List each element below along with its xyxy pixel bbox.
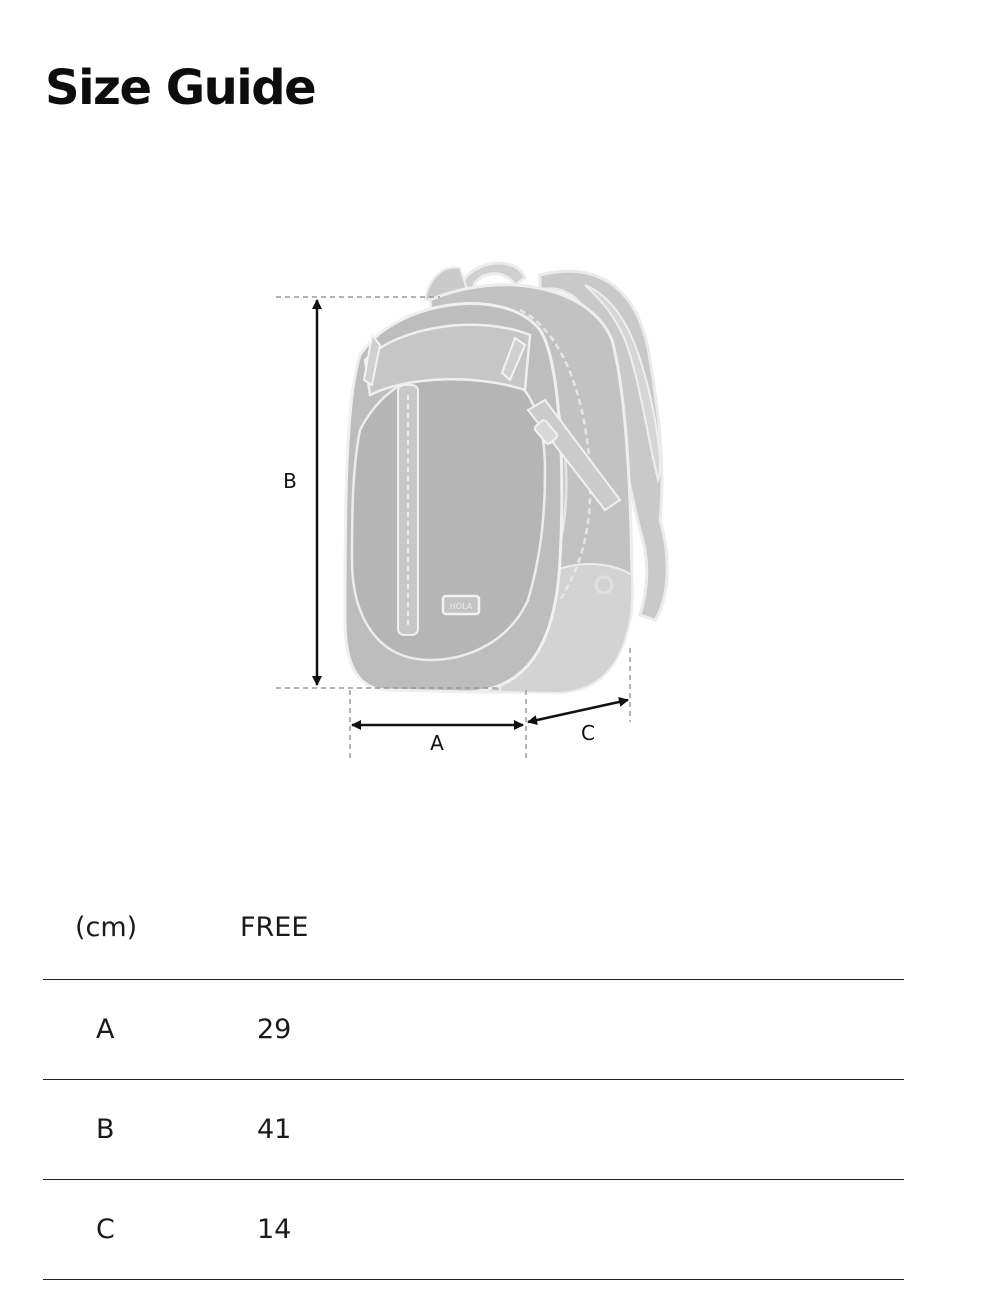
backpack-illustration	[345, 263, 667, 693]
unit-header: (cm)	[75, 911, 138, 943]
dimension-label-b: B	[283, 469, 297, 493]
dimension-label-c: C	[581, 721, 595, 745]
table-row	[43, 1180, 904, 1280]
brand-patch-text: HOLA	[449, 602, 473, 611]
page-title: Size Guide	[45, 60, 316, 116]
row-label: C	[96, 1214, 115, 1245]
table-row	[43, 980, 904, 1080]
table-row	[43, 1080, 904, 1180]
row-value: 41	[257, 1114, 292, 1145]
dimension-label-a: A	[430, 731, 444, 755]
arrow-c	[528, 700, 628, 722]
size-column-header: FREE	[240, 911, 309, 943]
table-header-row	[43, 875, 904, 980]
row-label: A	[96, 1014, 115, 1045]
row-label: B	[96, 1114, 115, 1145]
size-table	[43, 875, 904, 1280]
row-value: 29	[257, 1014, 292, 1045]
row-value: 14	[257, 1214, 292, 1245]
